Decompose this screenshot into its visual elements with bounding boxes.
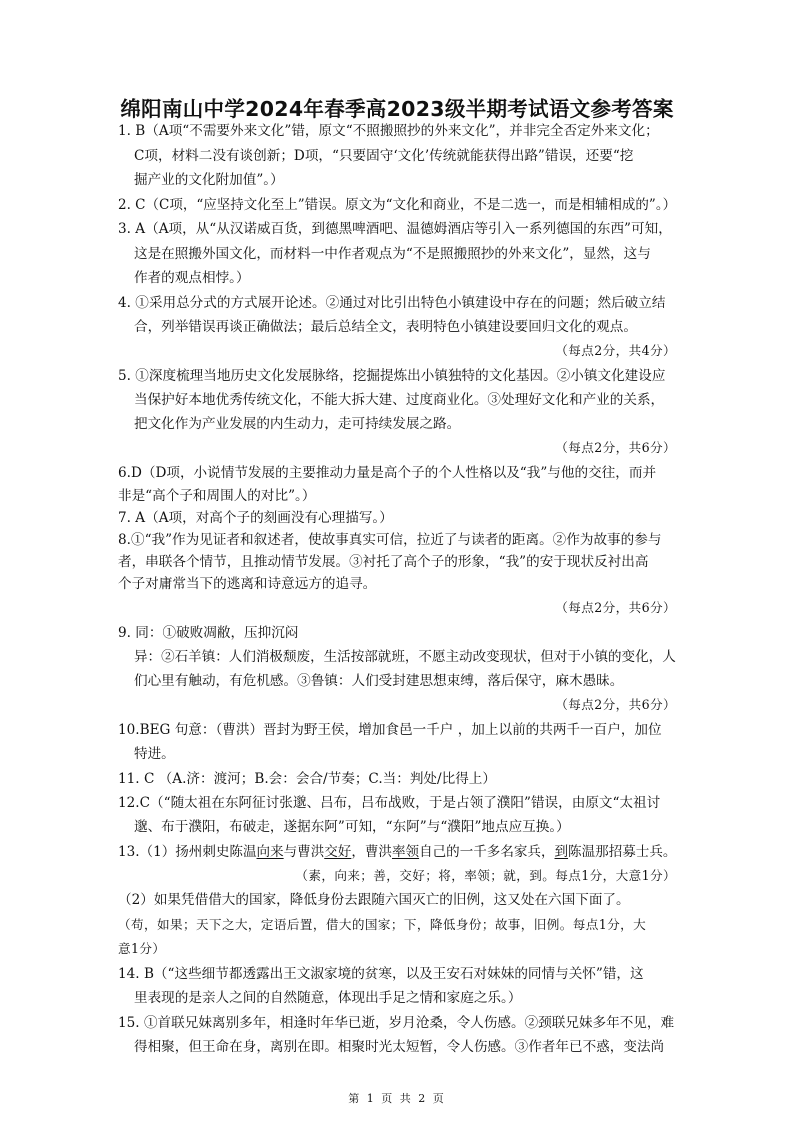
q3-line-2: 这是在照搬外国文化，而材料一中作者观点为“不是照搬照抄的外来文化”，显然，这与 [134, 246, 651, 262]
q4-score: （每点2分，共4分） [555, 343, 676, 358]
q6-line-1: 6.D（D项，小说情节发展的主要推动力量是高个子的个人性格以及“我”与他的交往，而并 [118, 465, 657, 481]
q13-part2-note-1: （苟，如果；天下之大，定语后置，借大的国家；下，降低身份；故事，旧例。每点1分，大 [118, 917, 647, 932]
q13-underline: 向来 [256, 844, 284, 860]
q13-text: 陈温那招募士兵。 [568, 844, 677, 860]
q4-line-2: 合，列举错误再谈正确做法；最后总结全文，表明特色小镇建设要回归文化的观点。 [134, 319, 637, 335]
q8-line-3: 个子对庸常当下的逃离和诗意远方的追寻。 [118, 576, 377, 592]
q5-line-3: 把文化作为产业发展的内生动力，走可持续发展之路。 [134, 416, 461, 432]
q10-line-1: 10.BEG 句意：（曹洪）晋封为野王侯，增加食邑一千户 ，加上以前的共两千一百户，加位 [118, 722, 662, 738]
q13-part2: （2）如果凭借借大的国家，降低身份去跟随六国灭亡的旧例，这又处在六国下面了。 [118, 892, 630, 908]
q13-underline: 交好 [324, 844, 352, 860]
q14-line-2: 里表现的是亲人之间的自然随意，体现出手足之情和家庭之乐。） [134, 990, 522, 1006]
q12-line-1: 12.C（“随太祖在东阿征讨张邈、吕布，吕布战败，于是占领了濮阳”错误，由原文“太祖讨 [118, 795, 661, 811]
q8-score: （每点2分，共6分） [555, 600, 676, 615]
q12-line-2: 邈、布于濮阳，布破走，遂据东阿”可知，“东阿”与“濮阳”地点应互换。） [134, 819, 570, 835]
q15-line-1: 15. ①首联兄妹离别多年，相逢时年华已逝，岁月沧桑，令人伤感。②颈联兄妹多年不见，难 [118, 1015, 675, 1031]
q6-line-2: 非是“高个子和周围人的对比”。） [118, 488, 316, 504]
page-title: 绵阳南山中学2024年春季高2023级半期考试语文参考答案 [120, 97, 674, 121]
q13-underline: 到 [554, 844, 569, 860]
q3-line-1: 3. A（A项，从“从汉诺威百货，到德黑啤酒吧、温德姆酒店等引入一系列德国的东西”可知， [118, 221, 672, 237]
q5-line-2: 当保护好本地优秀传统文化，不能大拆大建、过度商业化。③处理好文化和产业的关系， [134, 392, 665, 408]
q15-line-2: 得相聚，但王命在身，离别在即。相聚时光太短暂，令人伤感。③作者年已不惑，变法尚 [134, 1039, 665, 1055]
q7-line-1: 7. A（A项，对高个子的刻画没有心理描写。） [118, 510, 393, 526]
q9-line-3: 们心里有触动，有危机感。③鲁镇：人们受封建思想束缚，落后保守，麻木愚昧。 [134, 673, 624, 689]
q4-line-1: 4. ①采用总分式的方式展开论述。②通过对比引出特色小镇建设中存在的问题；然后破立结 [118, 295, 666, 311]
q13-text: ，曹洪 [351, 844, 392, 860]
q9-line-1: 9. 同：①破败凋敝，压抑沉闷 [118, 625, 299, 641]
q14-line-1: 14. B（“这些细节都透露出王文淑家境的贫寒，以及王安石对妹妹的同情与关怀”错，这 [118, 966, 644, 982]
q11-line-1: 11. C （A.济：渡河；B.会：会合/节奏；C.当：判处/比得上） [118, 771, 496, 787]
q13-line-1 [118, 843, 676, 861]
q1-line-2: C项，材料二没有谈创新；D项，“只要固守‘文化’传统就能获得出路”错误，还要“挖 [134, 148, 634, 164]
q5-line-1: 5. ①深度梳理当地历史文化发展脉络，挖掘提炼出小镇独特的文化基因。②小镇文化建设应 [118, 368, 666, 384]
q10-line-2: 特进。 [134, 746, 175, 762]
q1-line-3: 掘产业的文化附加值”。） [134, 172, 284, 188]
q2-line-1: 2. C（C项，“应坚持文化至上”错误。原文为“文化和商业，不是二选一，而是相辅相成的”。） [118, 197, 677, 213]
q9-score: （每点2分，共6分） [555, 697, 676, 712]
q9-line-2: 异：②石羊镇：人们消极颓废，生活按部就班，不愿主动改变现状，但对于小镇的变化，人 [134, 649, 676, 665]
page-footer: 第 1 页 共 2 页 [348, 1092, 446, 1105]
q8-line-1: 8.①“我”作为见证者和叙述者，使故事真实可信，拉近了与读者的距离。②作为故事的参与 [118, 532, 662, 548]
q1-line-1: 1. B（A项“不需要外来文化”错，原文“不照搬照抄的外来文化”，并非完全否定外来文化； [118, 123, 659, 139]
q13-part2-note-2: 意1分） [118, 941, 166, 956]
q3-line-3: 作者的观点相悖。） [134, 270, 250, 286]
q5-score: （每点2分，共6分） [555, 440, 676, 455]
q13-text: 13.（1）扬州刺史陈温 [118, 844, 257, 860]
q13-score: （素，向来；善，交好；将，率领；就，到。每点1分，大意1分） [295, 868, 676, 883]
q13-underline: 率领 [391, 844, 420, 860]
q13-text: 与曹洪 [283, 844, 325, 860]
q8-line-2: 者，串联各个情节，且推动情节发展。③衬托了高个子的形象，“我”的安于现状反衬出高 [118, 554, 649, 570]
q13-text: 自己的一千多名家兵， [419, 844, 555, 860]
